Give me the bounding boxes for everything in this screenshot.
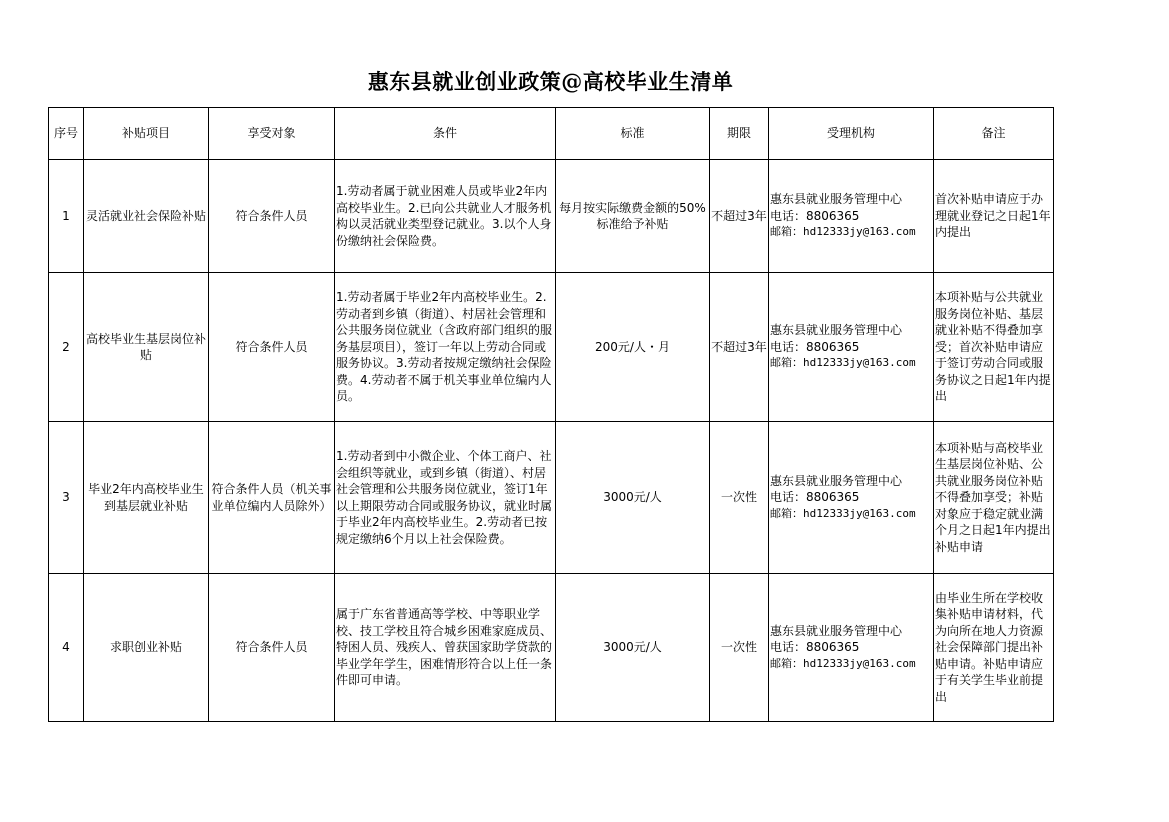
cell-period: 不超过3年	[710, 273, 769, 422]
header-org: 受理机构	[769, 108, 934, 160]
org-email: 邮箱：hd12333jy@163.com	[770, 656, 916, 670]
cell-org	[769, 574, 934, 722]
org-email: 邮箱：hd12333jy@163.com	[770, 506, 916, 520]
org-name: 惠东县就业服务管理中心	[770, 623, 903, 638]
cell-note: 首次补贴申请应于办理就业登记之日起1年内提出	[934, 160, 1054, 273]
org-name: 惠东县就业服务管理中心	[770, 473, 903, 488]
org-phone: 电话：8806365	[770, 640, 860, 655]
header-target: 享受对象	[209, 108, 335, 160]
header-period: 期限	[710, 108, 769, 160]
org-phone: 电话：8806365	[770, 490, 860, 505]
header-no: 序号	[49, 108, 84, 160]
cell-target: 符合条件人员（机关事业单位编内人员除外）	[209, 422, 335, 574]
cell-condition: 1.劳动者属于毕业2年内高校毕业生。2.劳动者到乡镇（街道）、村居社会管理和公共服务岗位就业（含政府部门组织的服务基层项目），签订一年以上劳动合同或服务协议。3.劳动者按规定缴纳社会保险费。4.劳动者不属于机关事业单位编内人员。	[335, 273, 556, 422]
header-standard: 标准	[556, 108, 710, 160]
cell-item: 灵活就业社会保险补贴	[84, 160, 209, 273]
document-title: 惠东县就业创业政策@高校毕业生清单	[367, 69, 734, 94]
table-row	[49, 574, 1054, 722]
org-name: 惠东县就业服务管理中心	[770, 323, 903, 338]
table-header-row	[49, 108, 1054, 160]
header-item: 补贴项目	[84, 108, 209, 160]
org-phone: 电话：8806365	[770, 208, 860, 223]
cell-no: 3	[49, 422, 84, 574]
cell-period: 不超过3年	[710, 160, 769, 273]
header-condition: 条件	[335, 108, 556, 160]
cell-period: 一次性	[710, 574, 769, 722]
cell-item: 毕业2年内高校毕业生到基层就业补贴	[84, 422, 209, 574]
org-email: 邮箱：hd12333jy@163.com	[770, 225, 916, 239]
policy-table	[48, 107, 1054, 722]
cell-note: 本项补贴与高校毕业生基层岗位补贴、公共就业服务岗位补贴不得叠加享受；补贴对象应于稳定就业满个月之日起1年内提出补贴申请	[934, 422, 1054, 574]
cell-no: 4	[49, 574, 84, 722]
cell-no: 2	[49, 273, 84, 422]
cell-target: 符合条件人员	[209, 273, 335, 422]
cell-standard: 200元/人・月	[556, 273, 710, 422]
table-row	[49, 273, 1054, 422]
cell-condition: 1.劳动者到中小微企业、个体工商户、社会组织等就业，或到乡镇（街道）、村居社会管理和公共服务岗位就业，签订1年以上期限劳动合同或服务协议，就业时属于毕业2年内高校毕业生。2.劳动者已按规定缴纳6个月以上社会保险费。	[335, 422, 556, 574]
cell-item: 高校毕业生基层岗位补贴	[84, 273, 209, 422]
cell-standard: 3000元/人	[556, 422, 710, 574]
org-email: 邮箱：hd12333jy@163.com	[770, 356, 916, 370]
cell-note: 由毕业生所在学校收集补贴申请材料，代为向所在地人力资源社会保障部门提出补贴申请。补贴申请应于有关学生毕业前提出	[934, 574, 1054, 722]
org-name: 惠东县就业服务管理中心	[770, 192, 903, 207]
org-phone: 电话：8806365	[770, 339, 860, 354]
cell-item: 求职创业补贴	[84, 574, 209, 722]
cell-no: 1	[49, 160, 84, 273]
table-row	[49, 160, 1054, 273]
header-note: 备注	[934, 108, 1054, 160]
cell-target: 符合条件人员	[209, 574, 335, 722]
cell-target: 符合条件人员	[209, 160, 335, 273]
cell-org	[769, 160, 934, 273]
cell-org	[769, 273, 934, 422]
cell-note: 本项补贴与公共就业服务岗位补贴、基层就业补贴不得叠加享受；首次补贴申请应于签订劳动合同或服务协议之日起1年内提出	[934, 273, 1054, 422]
cell-condition: 属于广东省普通高等学校、中等职业学校、技工学校且符合城乡困难家庭成员、特困人员、残疾人、曾获国家助学贷款的毕业学年学生，困难情形符合以上任一条件即可申请。	[335, 574, 556, 722]
cell-condition: 1.劳动者属于就业困难人员或毕业2年内高校毕业生。2.已向公共就业人才服务机构以灵活就业类型登记就业。3.以个人身份缴纳社会保险费。	[335, 160, 556, 273]
cell-org	[769, 422, 934, 574]
cell-standard: 每月按实际缴费金额的50%标准给予补贴	[556, 160, 710, 273]
table-row	[49, 422, 1054, 574]
cell-standard: 3000元/人	[556, 574, 710, 722]
cell-period: 一次性	[710, 422, 769, 574]
